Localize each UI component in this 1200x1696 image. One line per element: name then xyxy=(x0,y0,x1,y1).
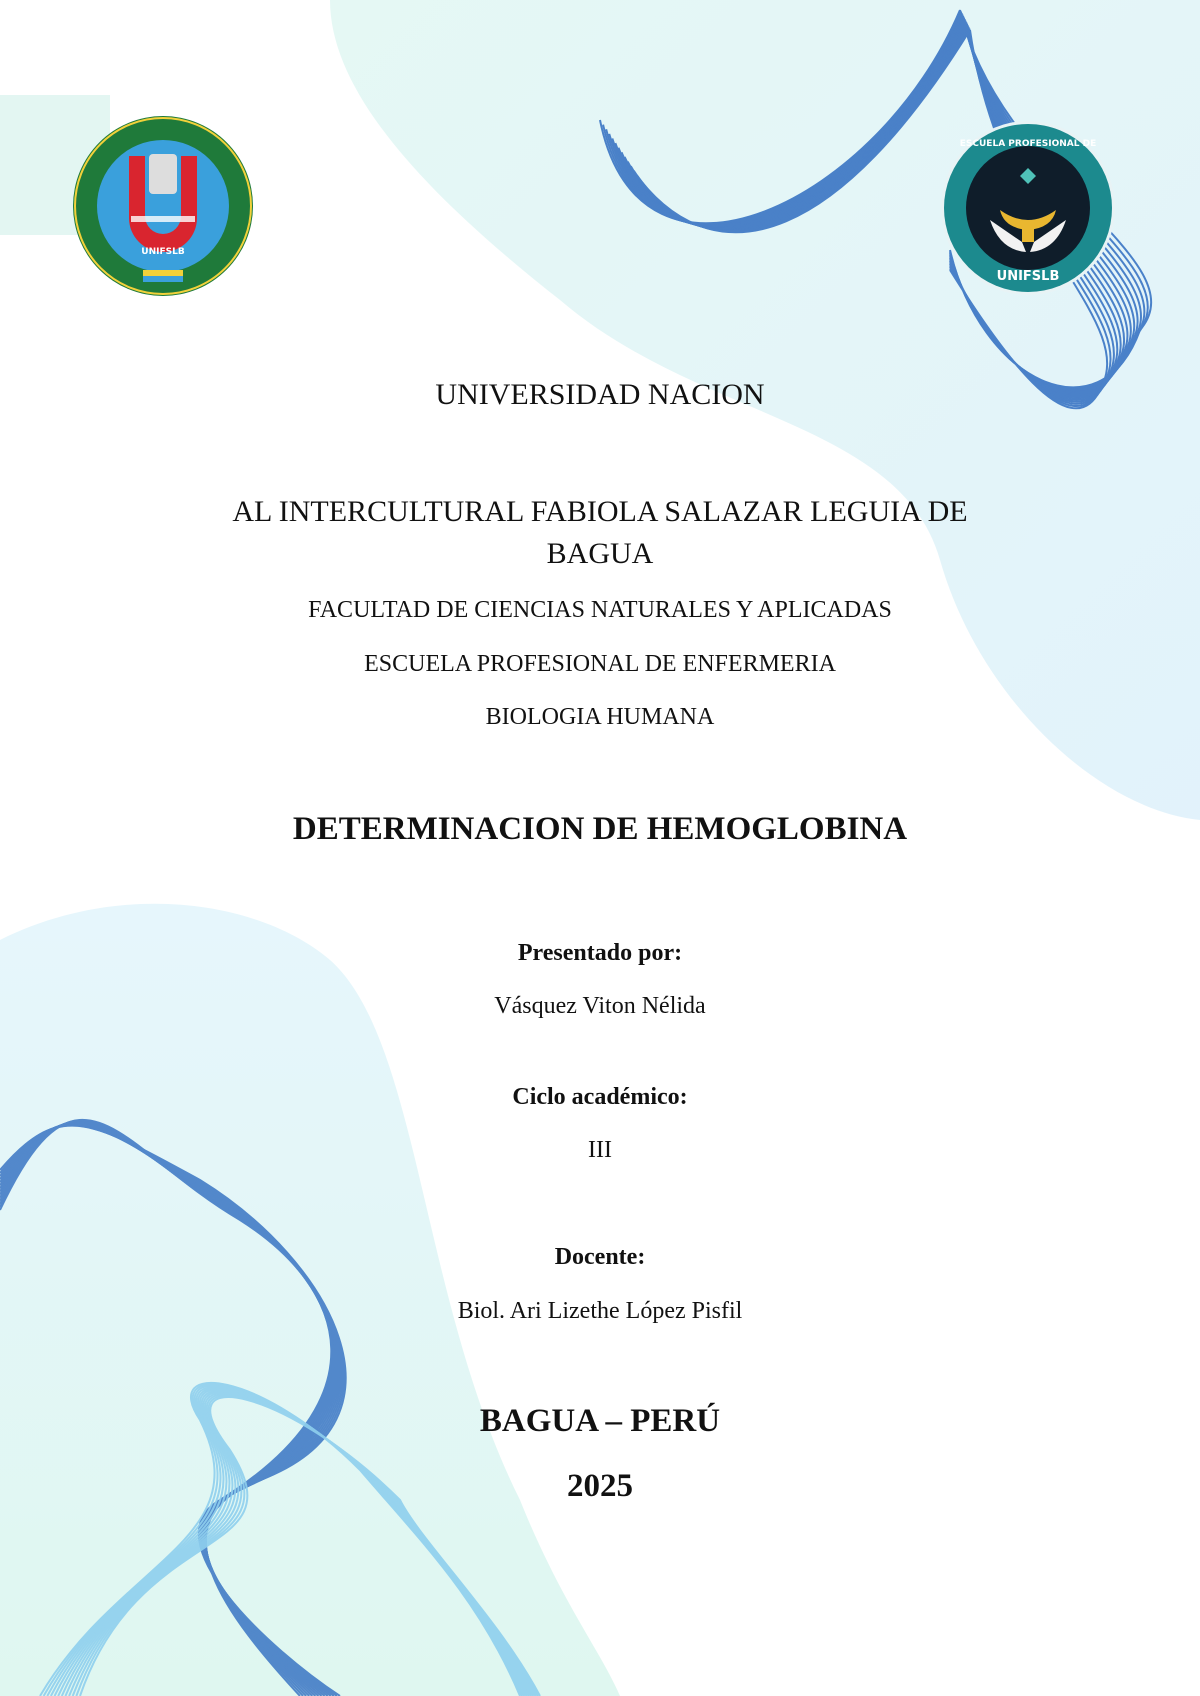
svg-text:UNIFSLB: UNIFSLB xyxy=(996,269,1060,284)
author-name: Vásquez Viton Nélida xyxy=(494,993,706,1019)
university-name-line2: AL INTERCULTURAL FABIOLA SALAZAR LEGUIA DE xyxy=(232,495,968,528)
place: BAGUA – PERÚ xyxy=(479,1403,721,1439)
university-name-line1: UNIVERSIDAD NACION xyxy=(435,378,765,411)
cycle-label: Ciclo académico: xyxy=(512,1084,688,1110)
faculty-name: FACULTAD DE CIENCIAS NATURALES Y APLICADAS xyxy=(308,597,892,623)
cycle-value: III xyxy=(588,1137,612,1163)
teacher-name: Biol. Ari Lizethe López Pisfil xyxy=(457,1298,743,1324)
presented-by-label: Presentado por: xyxy=(517,940,683,966)
university-name-line3: BAGUA xyxy=(546,537,654,570)
document-title: DETERMINACION DE HEMOGLOBINA xyxy=(292,811,908,847)
university-logo xyxy=(71,114,255,298)
teacher-label: Docente: xyxy=(554,1244,646,1270)
course-name: BIOLOGIA HUMANA xyxy=(485,704,715,730)
svg-text:ESCUELA PROFESIONAL DE: ESCUELA PROFESIONAL DE xyxy=(959,139,1097,149)
school-name: ESCUELA PROFESIONAL DE ENFERMERIA xyxy=(364,651,836,677)
nursing-school-logo xyxy=(940,120,1116,296)
year: 2025 xyxy=(567,1468,633,1504)
svg-text:UNIFSLB: UNIFSLB xyxy=(141,247,185,257)
